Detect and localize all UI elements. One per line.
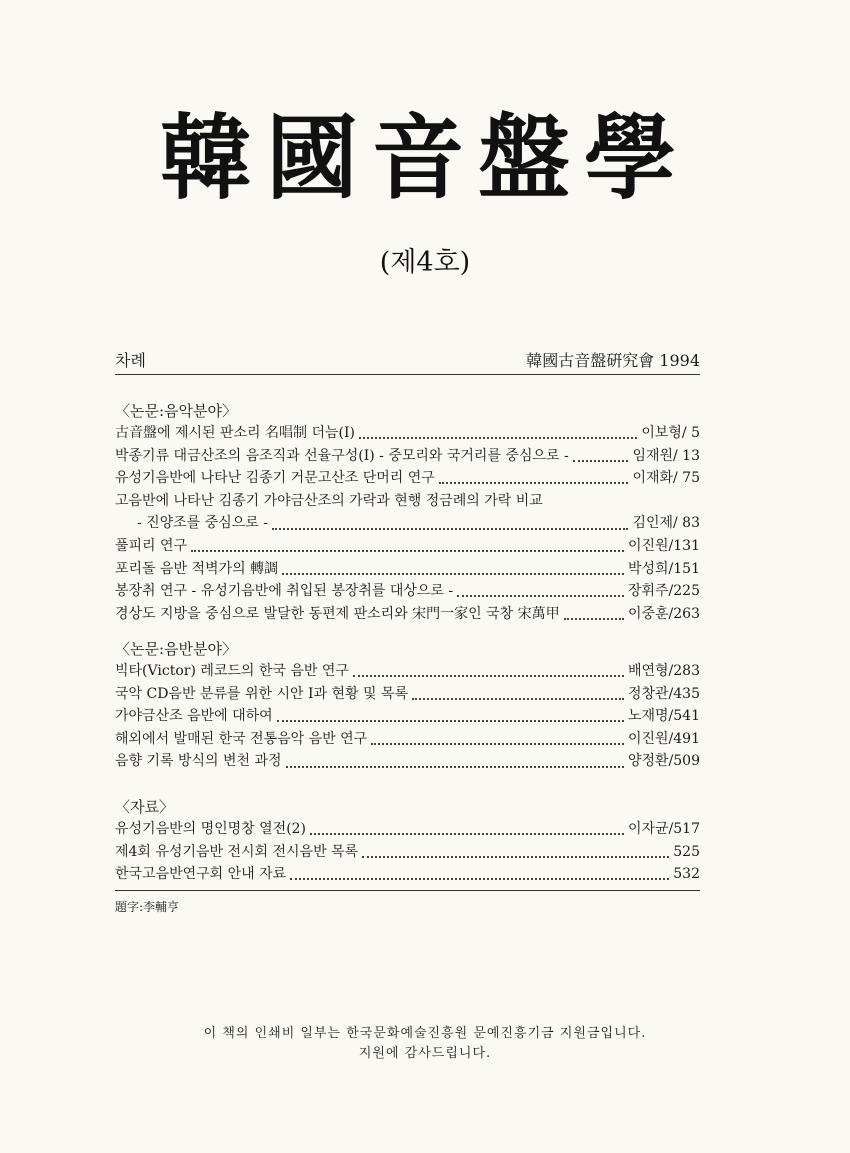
entry-author-page: 김인제/ 83 bbox=[632, 515, 700, 532]
entry-author-page: 양정환/509 bbox=[627, 753, 700, 770]
section-music-papers bbox=[115, 400, 700, 625]
contents-header bbox=[115, 346, 700, 375]
leader-dots bbox=[439, 476, 629, 484]
list-item bbox=[115, 728, 700, 751]
leader-dots bbox=[353, 669, 624, 677]
entry-title: 가야금산조 음반에 대하여 bbox=[115, 708, 273, 725]
leader-dots bbox=[277, 714, 624, 722]
list-item bbox=[115, 750, 700, 773]
leader-dots bbox=[412, 692, 624, 700]
bottom-rule bbox=[115, 890, 700, 891]
funding-notice-line-1: 이 책의 인쇄비 일부는 한국문화예술진흥원 문예진흥기금 지원금입니다. bbox=[203, 1026, 647, 1041]
funding-notice bbox=[0, 1024, 850, 1064]
leader-dots bbox=[371, 737, 624, 745]
entry-author-page: 배연형/283 bbox=[627, 663, 700, 679]
list-item bbox=[115, 535, 700, 558]
list-item bbox=[115, 705, 700, 728]
list-item bbox=[115, 422, 700, 445]
entry-title: 봉장취 연구 - 유성기음반에 취입된 봉장취를 대상으로 - bbox=[115, 583, 454, 600]
entry-title: 빅타(Victor) 레코드의 한국 음반 연구 bbox=[115, 663, 349, 679]
entry-title: 국악 CD음반 분류를 위한 시안 Ⅰ과 현황 및 목록 bbox=[115, 685, 408, 702]
entry-author-page: 이보형/ 5 bbox=[641, 425, 700, 441]
entry-author-page: 임재원/ 13 bbox=[632, 447, 700, 464]
entry-author-page: 이중훈/263 bbox=[627, 605, 700, 622]
entry-title: 제4회 유성기음반 전시회 전시음반 목록 bbox=[115, 843, 359, 860]
list-item bbox=[115, 445, 700, 468]
list-item bbox=[115, 660, 700, 683]
journal-title: 韓國音盤學 bbox=[159, 104, 690, 212]
entry-author-page: 이진원/131 bbox=[627, 537, 700, 554]
entry-title: 해외에서 발매된 한국 전통음악 음반 연구 bbox=[115, 730, 368, 747]
list-item bbox=[115, 603, 700, 626]
list-item bbox=[115, 558, 700, 581]
leader-dots bbox=[359, 431, 637, 439]
publisher-year: 韓國古音盤硏究會 1994 bbox=[526, 351, 700, 370]
list-item bbox=[115, 580, 700, 603]
section-title: 〈논문:음반분야〉 bbox=[115, 640, 237, 658]
list-item bbox=[115, 512, 700, 535]
entry-title: 경상도 지방을 중심으로 발달한 동편제 판소리와 宋門一家인 국창 宋萬甲 bbox=[115, 605, 560, 622]
leader-dots bbox=[290, 872, 669, 880]
entry-title: 박종기류 대금산조의 음조직과 선율구성(Ⅰ) - 중모리와 국거리를 중심으로 - bbox=[115, 447, 569, 464]
list-item bbox=[115, 467, 700, 490]
entry-author-page: 박성희/151 bbox=[627, 560, 700, 577]
funding-notice-line-2: 지원에 감사드립니다. bbox=[358, 1046, 492, 1061]
list-item bbox=[115, 490, 700, 513]
entry-author-page: 525 bbox=[673, 843, 700, 860]
leader-dots bbox=[362, 850, 669, 858]
entry-author-page: 이진원/491 bbox=[627, 730, 700, 747]
entry-title: 古音盤에 제시된 판소리 名唱制 더늠(Ⅰ) bbox=[115, 425, 355, 441]
list-item bbox=[115, 841, 700, 864]
entry-author-page: 장휘주/225 bbox=[627, 583, 700, 600]
section-record-papers bbox=[115, 638, 700, 773]
entry-author-page: 이재화/ 75 bbox=[632, 470, 700, 487]
entry-author-page: 이자균/517 bbox=[627, 821, 700, 837]
entry-title: 고음반에 나타난 김종기 가야금산조의 가락과 현행 정금례의 가락 비교 bbox=[115, 492, 543, 509]
list-item bbox=[115, 683, 700, 706]
entry-title: 유성기음반에 나타난 김종기 거문고산조 단머리 연구 bbox=[115, 470, 435, 487]
leader-dots bbox=[457, 589, 624, 597]
leader-dots bbox=[286, 760, 624, 768]
leader-dots bbox=[272, 522, 628, 530]
list-item bbox=[115, 818, 700, 841]
section-title: 〈논문:음악분야〉 bbox=[115, 402, 237, 420]
contents-label: 차례 bbox=[115, 351, 146, 370]
leader-dots bbox=[573, 454, 629, 462]
entry-title: 유성기음반의 명인명창 열전(2) bbox=[115, 821, 307, 837]
section-materials bbox=[115, 796, 700, 886]
leader-dots bbox=[310, 827, 624, 835]
section-title: 〈자료〉 bbox=[115, 798, 174, 816]
list-item bbox=[115, 863, 700, 886]
entry-title: 한국고음반연구회 안내 자료 bbox=[115, 866, 287, 883]
entry-author-page: 정창관/435 bbox=[627, 685, 700, 702]
entry-title: 풀피리 연구 bbox=[115, 537, 188, 554]
leader-dots bbox=[191, 544, 624, 552]
leader-dots bbox=[564, 612, 624, 620]
issue-number: (제4호) bbox=[379, 247, 471, 278]
entry-title: 포리돌 음반 적벽가의 轉調 bbox=[115, 560, 279, 577]
entry-author-page: 노재명/541 bbox=[627, 708, 700, 725]
entry-title: - 진양조를 중심으로 - bbox=[137, 515, 269, 532]
leader-dots bbox=[282, 567, 624, 575]
calligrapher-credit: 題字:李輔亨 bbox=[115, 900, 180, 914]
entry-author-page: 532 bbox=[673, 866, 700, 883]
entry-title: 음향 기록 방식의 변천 과정 bbox=[115, 753, 282, 770]
